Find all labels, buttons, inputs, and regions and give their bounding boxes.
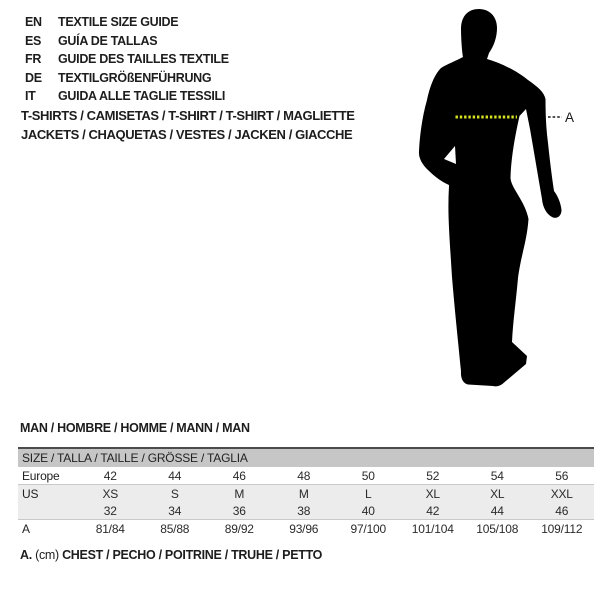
language-row-it <box>25 87 229 106</box>
size-cell: 44 <box>168 468 182 483</box>
language-text: GUÍA DE TALLAS <box>58 33 158 48</box>
size-table-body <box>18 467 594 537</box>
size-cell: 89/92 <box>224 521 254 536</box>
footnote-prefix: A. <box>20 548 32 562</box>
size-cell: 46 <box>232 468 246 483</box>
language-code: ES <box>25 33 42 48</box>
size-cell: 81/84 <box>95 521 125 536</box>
size-cell: 42 <box>426 503 440 518</box>
language-row-es <box>25 32 229 51</box>
size-cell: 109/112 <box>541 521 583 536</box>
size-cell: 36 <box>232 503 246 518</box>
size-table-header-row <box>18 448 594 467</box>
size-cell: 44 <box>490 503 504 518</box>
size-cell: 46 <box>555 503 569 518</box>
size-cell: XL <box>425 486 440 501</box>
size-cell: 52 <box>426 468 440 483</box>
category-tshirts: T-SHIRTS / CAMISETAS / T-SHIRT / T-SHIRT / MAGLIETTE <box>21 108 355 123</box>
size-cell: 85/88 <box>160 521 190 536</box>
row-label: Europe <box>22 468 60 483</box>
size-cell: 32 <box>103 503 117 518</box>
size-cell: 101/104 <box>411 521 454 536</box>
size-cell: 50 <box>361 468 375 483</box>
size-cell: 56 <box>555 468 569 483</box>
table-row <box>18 467 594 485</box>
size-cell: S <box>170 486 179 501</box>
language-code: IT <box>25 89 36 104</box>
row-label <box>18 502 78 520</box>
row-label: A <box>22 521 30 536</box>
size-cell: L <box>365 486 372 501</box>
size-cell: 54 <box>490 468 504 483</box>
size-cell: 48 <box>297 468 311 483</box>
size-cell: 42 <box>103 468 117 483</box>
language-text: GUIDA ALLE TAGLIE TESSILI <box>58 89 226 104</box>
table-row <box>18 502 594 520</box>
language-row-en <box>25 13 229 32</box>
man-silhouette-svg <box>415 5 575 395</box>
size-cell: M <box>298 486 309 501</box>
footnote-unit: (cm) <box>35 548 59 562</box>
footnote-chest <box>20 548 322 562</box>
language-row-de <box>25 69 229 88</box>
language-list <box>25 13 229 106</box>
size-cell: 38 <box>297 503 311 518</box>
footnote-text: CHEST / PECHO / POITRINE / TRUHE / PETTO <box>62 548 323 562</box>
size-cell: 40 <box>361 503 375 518</box>
category-jackets: JACKETS / CHAQUETAS / VESTES / JACKEN / GIACCHE <box>21 126 353 142</box>
size-table-header: SIZE / TALLA / TAILLE / GRÖSSE / TAGLIA <box>18 448 594 467</box>
measure-label-a: A <box>565 110 575 125</box>
table-row <box>18 520 594 538</box>
row-label: US <box>22 486 39 501</box>
size-cell: M <box>234 486 245 501</box>
size-cell: 93/96 <box>289 521 319 536</box>
size-cell: XXL <box>550 486 573 501</box>
size-cell: 97/100 <box>350 521 386 536</box>
size-cell: 105/108 <box>476 521 519 536</box>
table-row <box>18 485 594 503</box>
man-silhouette-figure <box>415 5 575 395</box>
language-text: TEXTILGRÖßENFÜHRUNG <box>58 70 212 85</box>
man-silhouette-path <box>419 9 562 386</box>
size-cell: XL <box>490 486 505 501</box>
section-title-man: MAN / HOMBRE / HOMME / MANN / MAN <box>20 421 250 435</box>
language-code: EN <box>25 15 42 30</box>
language-text: GUIDE DES TAILLES TEXTILE <box>58 52 229 67</box>
language-row-fr <box>25 50 229 69</box>
size-cell: XS <box>102 486 119 501</box>
category-lines <box>21 107 355 144</box>
size-cell: 34 <box>168 503 182 518</box>
size-table <box>18 447 594 537</box>
language-code: DE <box>25 70 42 85</box>
language-text: TEXTILE SIZE GUIDE <box>58 15 179 30</box>
language-code: FR <box>25 52 42 67</box>
